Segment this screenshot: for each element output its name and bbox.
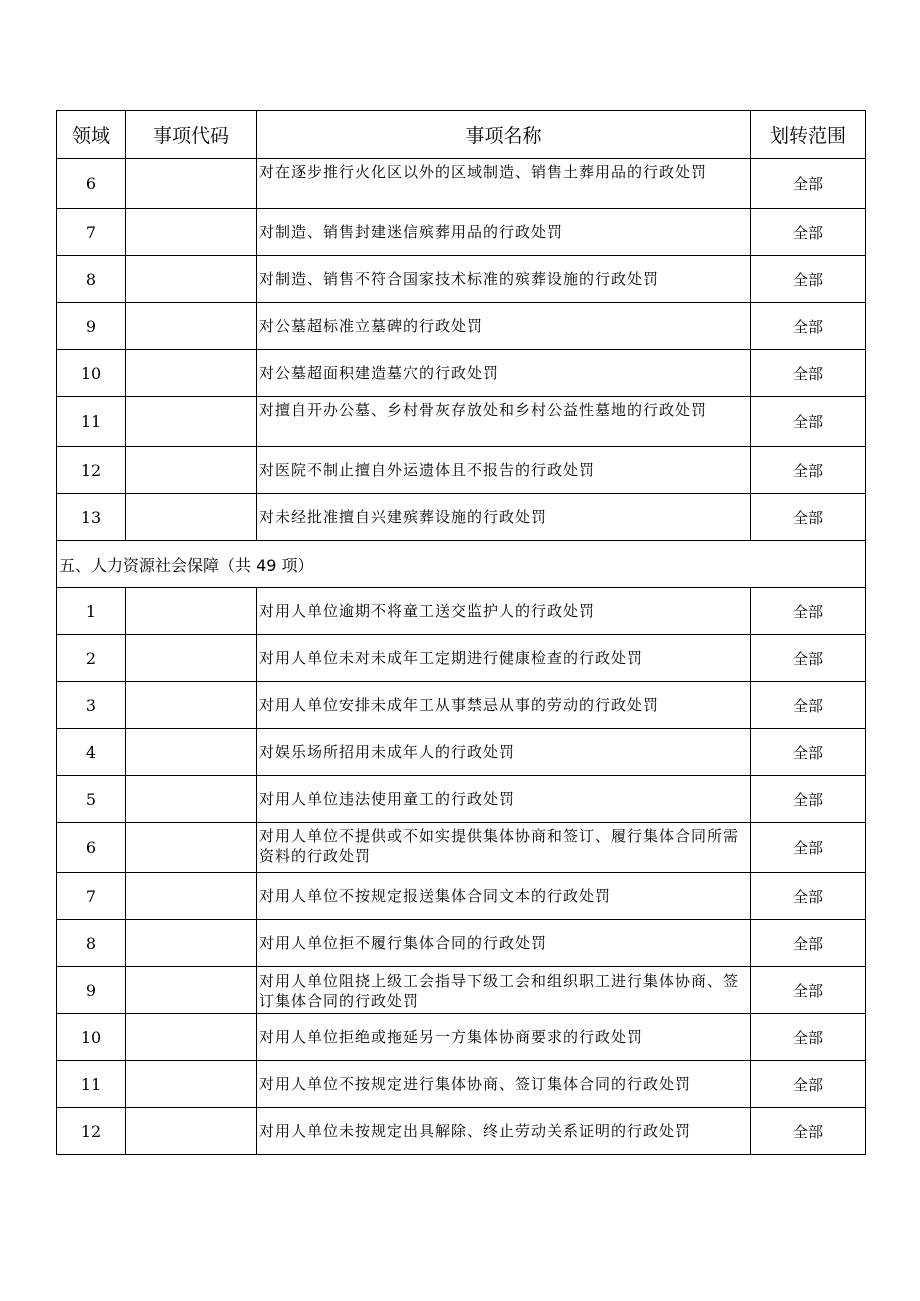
table-row [57,159,866,209]
row-name: 对用人单位违法使用童工的行政处罚 [257,776,751,823]
row-scope: 全部 [751,682,866,729]
row-name: 对用人单位逾期不将童工送交监护人的行政处罚 [257,588,751,635]
row-scope: 全部 [751,729,866,776]
table-row [57,635,866,682]
section-row [57,541,866,588]
row-number: 6 [57,823,126,873]
table-row [57,209,866,256]
row-code [126,920,257,967]
row-name: 对公墓超面积建造墓穴的行政处罚 [257,350,751,397]
row-name: 对医院不制止擅自外运遗体且不报告的行政处罚 [257,447,751,494]
section-heading: 五、人力资源社会保障（共 49 项） [57,541,866,588]
table-row [57,303,866,350]
row-number: 3 [57,682,126,729]
table-row [57,729,866,776]
row-name: 对擅自开办公墓、乡村骨灰存放处和乡村公益性墓地的行政处罚 [257,397,751,447]
row-name: 对用人单位阻挠上级工会指导下级工会和组织职工进行集体协商、签订集体合同的行政处罚 [259,971,740,1010]
row-scope: 全部 [751,447,866,494]
row-number: 8 [57,920,126,967]
row-code [126,494,257,541]
row-name: 对用人单位不按规定报送集体合同文本的行政处罚 [257,873,751,920]
row-code [126,350,257,397]
row-code [126,1014,257,1061]
row-number: 7 [57,209,126,256]
row-name: 对用人单位不提供或不如实提供集体协商和签订、履行集体合同所需资料的行政处罚 [257,823,751,873]
row-number: 12 [57,1108,126,1155]
row-name: 对用人单位拒不履行集体合同的行政处罚 [257,920,751,967]
table-row [57,1014,866,1061]
table-row [57,776,866,823]
row-code [126,447,257,494]
table-row [57,350,866,397]
table-row [57,920,866,967]
row-number: 9 [57,967,126,1014]
row-number: 8 [57,256,126,303]
table-row [57,256,866,303]
row-code [126,823,257,873]
table-row [57,447,866,494]
row-scope: 全部 [751,776,866,823]
table-row [57,967,866,1014]
row-scope: 全部 [751,1061,866,1108]
table-row [57,682,866,729]
row-name: 对制造、销售封建迷信殡葬用品的行政处罚 [257,209,751,256]
row-scope: 全部 [751,303,866,350]
row-number: 13 [57,494,126,541]
table-row [57,1108,866,1155]
row-name: 对用人单位拒绝或拖延另一方集体协商要求的行政处罚 [257,1014,751,1061]
row-code [126,729,257,776]
row-scope: 全部 [751,1108,866,1155]
row-scope: 全部 [751,397,866,447]
row-scope: 全部 [751,1014,866,1061]
row-code [126,159,257,209]
table-row [57,1061,866,1108]
items-table [56,110,866,1155]
row-scope: 全部 [751,209,866,256]
header-name: 事项名称 [257,111,751,159]
header-code: 事项代码 [126,111,257,159]
row-number: 11 [57,1061,126,1108]
row-code [126,635,257,682]
row-number: 9 [57,303,126,350]
row-number: 10 [57,350,126,397]
row-name: 对用人单位未按规定出具解除、终止劳动关系证明的行政处罚 [257,1108,751,1155]
row-code [126,873,257,920]
row-number: 2 [57,635,126,682]
row-scope: 全部 [751,635,866,682]
table-row [57,494,866,541]
row-number: 1 [57,588,126,635]
row-scope: 全部 [751,494,866,541]
row-number: 12 [57,447,126,494]
row-scope: 全部 [751,920,866,967]
row-scope: 全部 [751,588,866,635]
row-number: 6 [57,159,126,209]
row-code [126,303,257,350]
table-row [57,823,866,873]
row-name: 对用人单位不按规定进行集体协商、签订集体合同的行政处罚 [257,1061,751,1108]
row-number: 5 [57,776,126,823]
row-number: 11 [57,397,126,447]
table-row [57,397,866,447]
row-name: 对制造、销售不符合国家技术标准的殡葬设施的行政处罚 [257,256,751,303]
header-domain: 领域 [57,111,126,159]
row-name: 对未经批准擅自兴建殡葬设施的行政处罚 [257,494,751,541]
row-name: 对娱乐场所招用未成年人的行政处罚 [257,729,751,776]
header-row [57,111,866,159]
table-row [57,588,866,635]
row-code [126,256,257,303]
row-scope: 全部 [751,350,866,397]
header-scope: 划转范围 [751,111,866,159]
row-name: 对公墓超标准立墓碑的行政处罚 [257,303,751,350]
row-code [126,1108,257,1155]
row-scope: 全部 [751,967,866,1014]
row-number: 7 [57,873,126,920]
row-scope: 全部 [751,873,866,920]
row-number: 10 [57,1014,126,1061]
row-name: 对用人单位安排未成年工从事禁忌从事的劳动的行政处罚 [257,682,751,729]
row-scope: 全部 [751,159,866,209]
table-row [57,873,866,920]
row-name: 对用人单位未对未成年工定期进行健康检查的行政处罚 [257,635,751,682]
row-code [126,209,257,256]
row-scope: 全部 [751,823,866,873]
row-code [126,1061,257,1108]
row-code [126,967,257,1014]
row-code [126,397,257,447]
row-code [126,588,257,635]
row-name-cell [257,967,751,1014]
row-name: 对在逐步推行火化区以外的区域制造、销售土葬用品的行政处罚 [257,159,751,209]
row-code [126,682,257,729]
row-number: 4 [57,729,126,776]
row-scope: 全部 [751,256,866,303]
row-code [126,776,257,823]
